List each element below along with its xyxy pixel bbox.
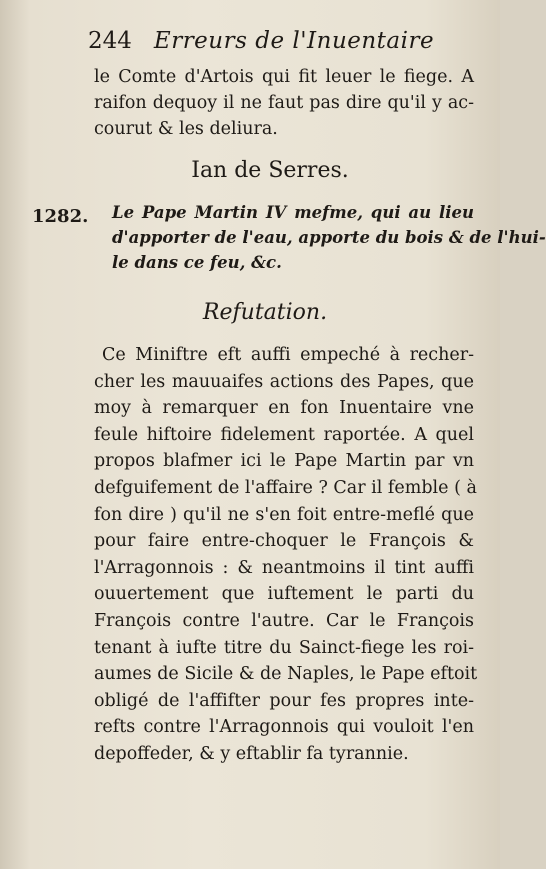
- text-line: defguifement de l'affaire ? Car il femble ( à: [94, 477, 477, 498]
- quote-line: le dans ce feu, &c.: [112, 253, 282, 272]
- text-line: tenant à iufte titre du Sainct-fiege les roi-: [94, 637, 474, 658]
- section-heading-ian-de-serres: Ian de Serres.: [191, 158, 349, 183]
- text-line: obligé de l'affifter pour fes propres inte-: [94, 690, 474, 711]
- text-line: cher les mauuaifes actions des Papes, que: [94, 371, 474, 392]
- text-line: feule hiftoire fidelement raportée. A quel: [94, 424, 474, 445]
- section-heading-refutation: Refutation.: [202, 300, 328, 325]
- text-line: aumes de Sicile & de Naples, le Pape eftoit: [94, 664, 478, 685]
- text-line: moy à remarquer en fon Inuentaire vne: [94, 398, 474, 419]
- text-line: courut & les deliura.: [94, 119, 278, 139]
- running-title: Erreurs de l'Inuentaire: [153, 28, 435, 54]
- quote-line: Le Pape Martin IV mefme, qui au lieu: [112, 203, 474, 222]
- paragraph-continuation: [94, 64, 474, 142]
- text-line: ouuertement que iuftement le parti du: [94, 584, 474, 605]
- text-line: refts contre l'Arragonnois qui vouloit l'en: [94, 717, 474, 738]
- running-head: [88, 28, 448, 62]
- text-line: le Comte d'Artois qui fit leuer le fiege. A: [94, 67, 474, 87]
- refutation-paragraph: [94, 342, 478, 768]
- text-line: pour faire entre-choquer le François &: [94, 531, 474, 552]
- text-line: raifon dequoy il ne faut pas dire qu'il y ac-: [94, 93, 474, 113]
- page-number: 244: [88, 28, 132, 54]
- text-line: l'Arragonnois : & neantmoins il tint auffi: [94, 557, 474, 578]
- text-line: François contre l'autre. Car le François: [94, 610, 474, 631]
- quoted-passage: [112, 200, 546, 275]
- text-line: depoffeder, & y eftablir fa tyrannie.: [94, 743, 409, 764]
- margin-date-note: 1282.: [32, 206, 89, 227]
- text-line: Ce Miniftre eft auffi empeché à recher-: [102, 345, 474, 365]
- text-line: fon dire ) qu'il ne s'en foit entre-meflé que: [94, 504, 474, 525]
- quote-line: d'apporter de l'eau, apporte du bois & de l'hui-: [112, 228, 546, 247]
- text-line: propos blafmer ici le Pape Martin par vn: [94, 451, 474, 472]
